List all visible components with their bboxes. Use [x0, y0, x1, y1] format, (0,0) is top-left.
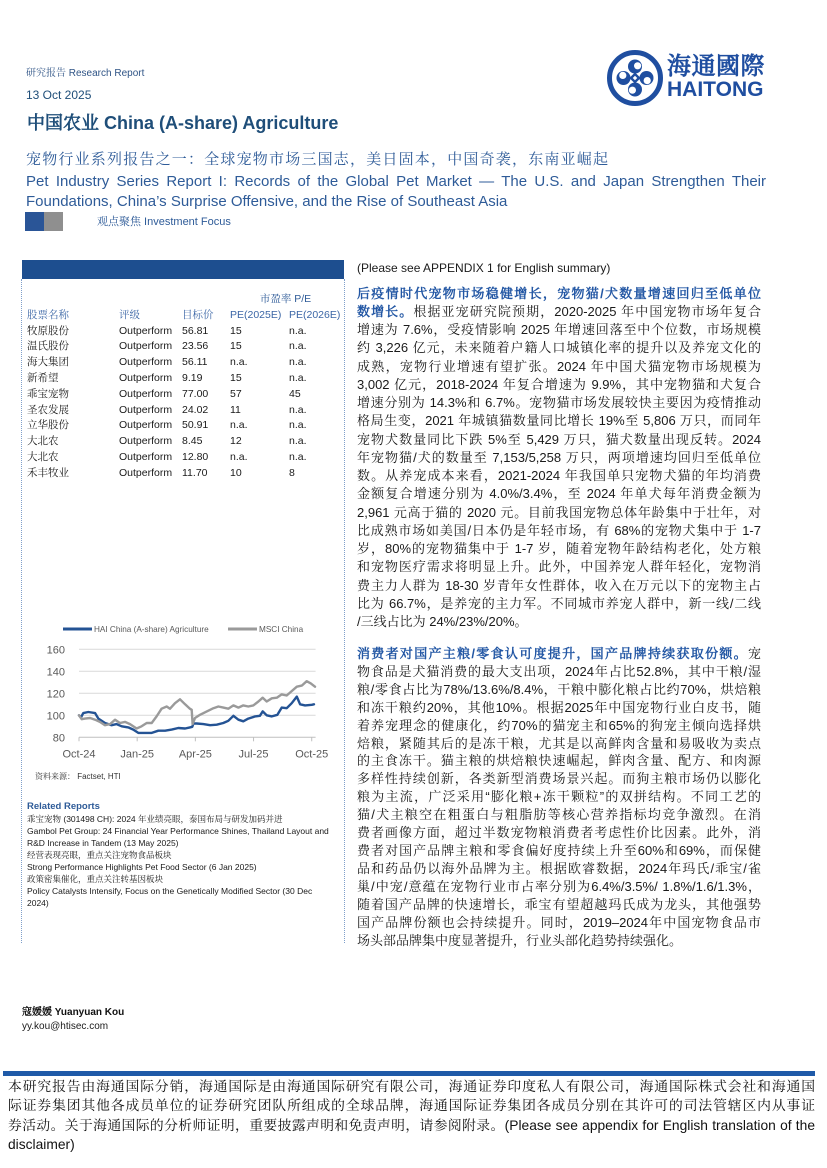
x-tick-label: Oct-25	[295, 748, 329, 761]
body-text: 成熟，宠物行业增速有望扩张。2024 年中国犬猫宠物市场规模为	[357, 358, 761, 374]
table-cell: n.a.	[230, 356, 248, 369]
text-line	[357, 577, 761, 595]
column-header: 目标价	[182, 308, 214, 321]
table-cell: 56.81	[182, 324, 209, 337]
body-text: 增速为 7.6%，受疫情影响 2025 年增速回落至中个位数，市场规模	[357, 322, 761, 337]
body-text: 约 3,226 亿元，未来随着户籍人口城镇化率的提升以及养宠文化的	[357, 340, 761, 356]
table-cell: Outperform	[119, 371, 173, 384]
haitong-logo-emblem-icon	[606, 49, 664, 107]
table-cell: 牧原股份	[27, 324, 69, 337]
table-cell: 15	[230, 340, 242, 353]
table-cell: 禾丰牧业	[27, 466, 69, 479]
body-text: 宠	[747, 646, 761, 661]
body-text: 场头部品牌集中度显著提升，行业头部化趋势持续强化。	[357, 932, 683, 948]
report-date: 13 Oct 2025	[26, 88, 92, 102]
y-tick-label: 80	[52, 732, 65, 745]
text-line	[357, 842, 761, 860]
table-cell: Outperform	[119, 324, 173, 337]
footer-line: 本研究报告由海通国际分销，海通国际是由海通国际研究有限公司，海通证券印度私人有限公司，海通国际株式会社和海通国	[8, 1079, 815, 1094]
table-cell: 15	[230, 324, 242, 337]
x-tick-label: Oct-24	[62, 748, 96, 761]
column-header: 评级	[119, 308, 140, 321]
table-cell: n.a.	[230, 450, 248, 463]
table-cell: Outperform	[119, 419, 173, 432]
table-cell: 45	[289, 387, 301, 400]
text-line	[357, 681, 761, 699]
text-line	[357, 449, 761, 467]
report-title-chinese: 宠物行业系列报告之一：全球宠物市场三国志，美日固本，中国奇袭，东南亚崛起	[26, 151, 610, 168]
pe-group-header: 市盈率 P/E	[259, 293, 312, 305]
series-line-hai-agriculture	[79, 697, 314, 733]
text-line	[357, 522, 761, 540]
related-report-item: 政策密集催化，重点关注转基因板块	[27, 874, 164, 884]
body-text: 年宠物猫/犬的数量至 7,153/5,258 万只，两项增速均回归至低单位	[357, 449, 761, 465]
text-line	[357, 412, 761, 430]
table-row	[27, 434, 341, 450]
table-cell: 24.02	[182, 403, 209, 416]
ratings-table	[27, 292, 341, 482]
focus-marker-blue-square	[25, 212, 44, 231]
report-type-label: 研究报告 Research Report	[26, 68, 145, 79]
body-text: 猫/犬主粮空在粗蛋白与粗脂肪等核心营养指标均竞争激烈。在消	[357, 807, 761, 823]
table-cell: n.a.	[289, 371, 307, 384]
body-text: 随着国产品牌的快速增长，乖宝有望超越玛氏成为龙头，其他强势	[357, 896, 761, 912]
sidebar-header-bar	[22, 260, 344, 279]
text-line	[357, 896, 761, 914]
body-text: 增速分别为 14.3%和 6.7%。宠物猫市场发展较快主要因为疫情推动	[357, 395, 761, 410]
table-cell: 温氏股份	[27, 340, 69, 353]
table-cell: 乖宝宠物	[27, 387, 69, 400]
column-header: 股票名称	[27, 308, 69, 321]
table-cell: Outperform	[119, 356, 173, 369]
table-header-row	[27, 308, 341, 324]
related-reports-list	[27, 813, 335, 909]
x-tick-label: Jan-25	[120, 748, 155, 761]
text-line	[357, 770, 761, 788]
section-heading: 数增长。	[357, 303, 414, 319]
table-cell: 11	[230, 403, 241, 416]
table-cell: Outperform	[119, 387, 173, 400]
text-line	[357, 358, 761, 376]
text-line	[357, 303, 761, 321]
analyst-email-link[interactable]: yy.kou@htisec.com	[22, 1021, 109, 1032]
text-line	[357, 504, 761, 522]
legend-label: HAI China (A-share) Agriculture	[94, 625, 209, 634]
body-text: 的主食冻干。猫主粮的烘焙粮快速崛起，鲜肉含量、配方、和肉源	[357, 753, 761, 769]
body-text: 2,961 元高于猫的 2020 元。目前我国宠物总体年龄集中于壮年，对	[357, 504, 761, 520]
table-cell: 8.45	[182, 435, 203, 448]
table-cell: n.a.	[289, 324, 307, 337]
table-cell: Outperform	[119, 450, 173, 463]
table-cell: 海大集团	[27, 356, 69, 369]
table-cell: n.a.	[289, 450, 307, 463]
text-line	[357, 595, 761, 613]
text-line	[357, 645, 761, 663]
body-text: 费主力人群为 18-30 岁青年女性群体，收入在万元以下的宠物主占	[357, 577, 761, 593]
table-row	[27, 403, 341, 419]
text-line	[357, 394, 761, 412]
table-cell: 12.80	[182, 450, 209, 463]
table-cell: 圣农发展	[27, 403, 69, 416]
body-text: 和冻干粮约20%，其他10%。根据2025年中国宠物行业白皮书，随	[357, 699, 761, 715]
table-cell: 50.91	[182, 419, 209, 432]
table-cell: 大北农	[27, 450, 59, 463]
table-row	[27, 324, 341, 340]
table-cell: Outperform	[119, 435, 173, 448]
text-line	[357, 806, 761, 824]
footer-line: disclaimer)	[8, 1136, 75, 1152]
body-text: 格局生变，2021 年城镇猫数量同比增长 19%至 5,806 万只，而同年	[357, 413, 761, 429]
related-report-item: 乖宝宠物 (301498 CH): 2024 年业绩亮眼，泰国布局与研发加码并进	[27, 814, 283, 824]
table-cell: 10	[230, 466, 242, 479]
logo-wordmark-english: HAITONG	[667, 78, 764, 101]
related-report-item: 经营表现亮眼，重点关注宠物食品板块	[27, 850, 172, 860]
performance-line-chart	[21, 615, 344, 765]
table-cell: n.a.	[289, 340, 307, 353]
text-line	[357, 467, 761, 485]
body-text: 着养宠理念的健康化，约70%的猫宠主和65%的狗宠主倾向选择烘	[357, 717, 761, 733]
y-tick-label: 100	[46, 710, 65, 723]
text-line	[357, 431, 761, 449]
chart-source-note: 资料来源： Factset, HTI	[35, 772, 121, 781]
text-line	[357, 376, 761, 394]
body-text: 金额复合增速分别为 4.0%/3.4%，至 2024 年单犬每年消费金额为	[357, 486, 761, 502]
body-text: 粮为主流，广泛采用“膨化粮+冻干颗粒”的双拼结构。不同工艺的	[357, 789, 761, 805]
table-cell: Outperform	[119, 403, 173, 416]
footer-line: 券活动。关于海通国际的分析师证明，重要披露声明和免责声明，请参阅附录。(Please see appendix for English translation of the	[8, 1117, 815, 1133]
related-reports	[27, 801, 335, 909]
body-text: 多样性持续创新，各类新型消费场景兴起。而狗主粮市场仍以膨化	[357, 771, 761, 787]
text-line	[357, 788, 761, 806]
body-section-domestic-brands	[357, 645, 761, 949]
text-line	[357, 321, 761, 339]
legend-label: MSCI China	[259, 625, 304, 634]
footer-divider-bar	[3, 1071, 815, 1076]
related-report-item: Strong Performance Highlights Pet Food Sector (6 Jan 2025)	[27, 862, 257, 872]
y-tick-label: 120	[46, 688, 65, 701]
text-line	[357, 613, 761, 631]
table-cell: n.a.	[289, 435, 307, 448]
body-text: 3,002 亿元，2018-2024 年复合增速为 9.9%，其中宠物猫和犬复合	[357, 376, 761, 392]
table-row	[27, 466, 341, 482]
body-text: 比为 66.7%，是养宠的主力军。不同城市养宠人群中，新一线/二线	[357, 595, 761, 611]
table-row	[27, 418, 341, 434]
table-cell: 立华股份	[27, 419, 69, 432]
section-heading: 后疫情时代宠物市场稳健增长，宠物猫/犬数量增速回归至低单位	[357, 285, 761, 301]
table-cell: 8	[289, 466, 295, 479]
column-header: PE(2025E)	[230, 308, 282, 321]
body-section-market-growth	[357, 285, 761, 632]
analyst-name: 寇媛媛 Yuanyuan Kou	[22, 1007, 125, 1018]
table-cell: Outperform	[119, 340, 173, 353]
text-line	[357, 860, 761, 878]
text-line	[357, 878, 761, 896]
series-line-msci-china	[79, 681, 315, 728]
table-cell: Outperform	[119, 466, 173, 479]
body-text: 岁，80%的宠物猫集中于 1-7 岁，随着宠物年龄结构老化，处方粮	[357, 541, 761, 556]
text-line	[357, 717, 761, 735]
text-line	[357, 752, 761, 770]
body-text: 巢/中宠/意蕴在宠物行业市占率分别为6.4%/3.5%/ 1.8%/1.6/1.3%，	[357, 878, 761, 894]
y-tick-label: 160	[46, 644, 65, 657]
body-text: 根据亚宠研究院预期，2020-2025 年中国宠物市场年复合	[413, 303, 761, 319]
table-cell: n.a.	[289, 356, 307, 369]
table-row	[27, 371, 341, 387]
text-line	[357, 914, 761, 932]
table-cell: 11.70	[182, 466, 208, 479]
text-line	[357, 699, 761, 717]
table-cell: n.a.	[289, 403, 307, 416]
table-cell: 9.19	[182, 371, 203, 384]
body-text: 和宠物医疗需求将明显上升。此外，中国养宠人群年轻化，宠物消	[357, 559, 761, 575]
table-cell: 12	[230, 435, 242, 448]
section-heading: 消费者对国产主粮/零食认可度提升，国产品牌持续获取份额。	[357, 646, 748, 661]
x-tick-label: Apr-25	[178, 748, 212, 761]
body-text: 宠物犬数量同比下跌 5%至 5,429 万只，猫犬数量出现反转。2024	[357, 431, 761, 447]
footer-disclaimer	[8, 1077, 815, 1154]
column-header: PE(2026E)	[289, 308, 341, 321]
x-tick-label: Jul-25	[238, 748, 269, 761]
table-cell: 新希望	[27, 371, 59, 384]
logo-swirl	[617, 60, 654, 97]
body-text: 数。从养宠成本来看，2021-2024 年我国单只宠物犬猫的年均消费	[357, 468, 761, 483]
table-cell: 77.00	[182, 387, 209, 400]
table-cell: 56.11	[182, 356, 208, 369]
text-line	[357, 663, 761, 681]
y-tick-label: 140	[46, 666, 65, 679]
logo-wordmark-chinese: 海通國際	[667, 53, 765, 80]
body-text: 费者对国产品牌主粮和零食偏好度持续上升至60%和69%，而保健	[357, 842, 761, 858]
body-text: 焙粮，紧随其后的是冻干粮，尤其是以高鲜肉含量和易吸收为卖点	[357, 735, 761, 751]
body-text: /三线占比为 24%/23%/20%。	[357, 614, 528, 629]
table-row	[27, 355, 341, 371]
text-line	[357, 735, 761, 753]
text-line	[357, 339, 761, 357]
body-text: 费者画像方面，超过半数宠物粮消费者考虑性价比因素。此外，消	[357, 825, 761, 841]
table-cell: n.a.	[230, 419, 248, 432]
report-title-english: Pet Industry Series Report I: Records of the Global Pet Market — The U.S. and Japan Strengthen Their Foundations, China’s Surprise Offensive, and the Rise of Southeast Asia	[26, 173, 766, 210]
text-line	[357, 932, 761, 950]
text-line	[357, 540, 761, 558]
related-report-item: Policy Catalysts Intensify, Focus on the Genetically Modified Sector (30 Dec 2024)	[27, 886, 313, 908]
body-text: 国产品牌份额也会持续提升。同时，2019–2024年中国宠物食品市	[357, 914, 761, 930]
table-cell: 大北农	[27, 435, 59, 448]
footer-line: 际证券集团其他各成员单位的证券研究团队所组成的全球品牌，海通国际证券集团各成员分别在其许可的司法管辖区内从事证	[8, 1098, 815, 1114]
table-cell: 23.56	[182, 340, 209, 353]
body-text: 物食品是犬猫消费的最大支出项，2024年占比52.8%，其中干粮/湿	[357, 663, 761, 679]
text-line	[357, 285, 761, 303]
text-line	[357, 824, 761, 842]
investment-focus-label: 观点聚焦 Investment Focus	[97, 216, 231, 228]
table-row	[27, 339, 341, 355]
table-cell: 15	[230, 371, 242, 384]
focus-marker-gray-square	[44, 212, 63, 231]
sector-title: 中国农业 China (A-share) Agriculture	[27, 113, 339, 133]
table-row	[27, 450, 341, 466]
body-text: 粮/零食占比为78%/13.6%/8.4%，干粮中膨化粮占比约70%，烘焙粮	[357, 681, 761, 697]
related-reports-title: Related Reports	[27, 801, 100, 812]
table-cell: 57	[230, 387, 242, 400]
table-cell: n.a.	[289, 419, 307, 432]
table-group-header-row	[27, 292, 341, 308]
text-line	[357, 485, 761, 503]
body-text: 品和药品仍以海外品牌为主。根据欧睿数据，2024年玛氏/乖宝/雀	[357, 860, 761, 876]
english-summary-note: (Please see APPENDIX 1 for English summary)	[357, 261, 611, 275]
related-report-item: Gambol Pet Group: 24 Financial Year Performance Shines, Thailand Layout and R&D Increase in Tandem (13 May 2025)	[27, 826, 329, 848]
text-line	[357, 558, 761, 576]
body-text: 比成熟市场如美国/日本仍是年轻市场，有 68%的宠物犬集中于 1-7	[357, 522, 761, 538]
table-row	[27, 387, 341, 403]
